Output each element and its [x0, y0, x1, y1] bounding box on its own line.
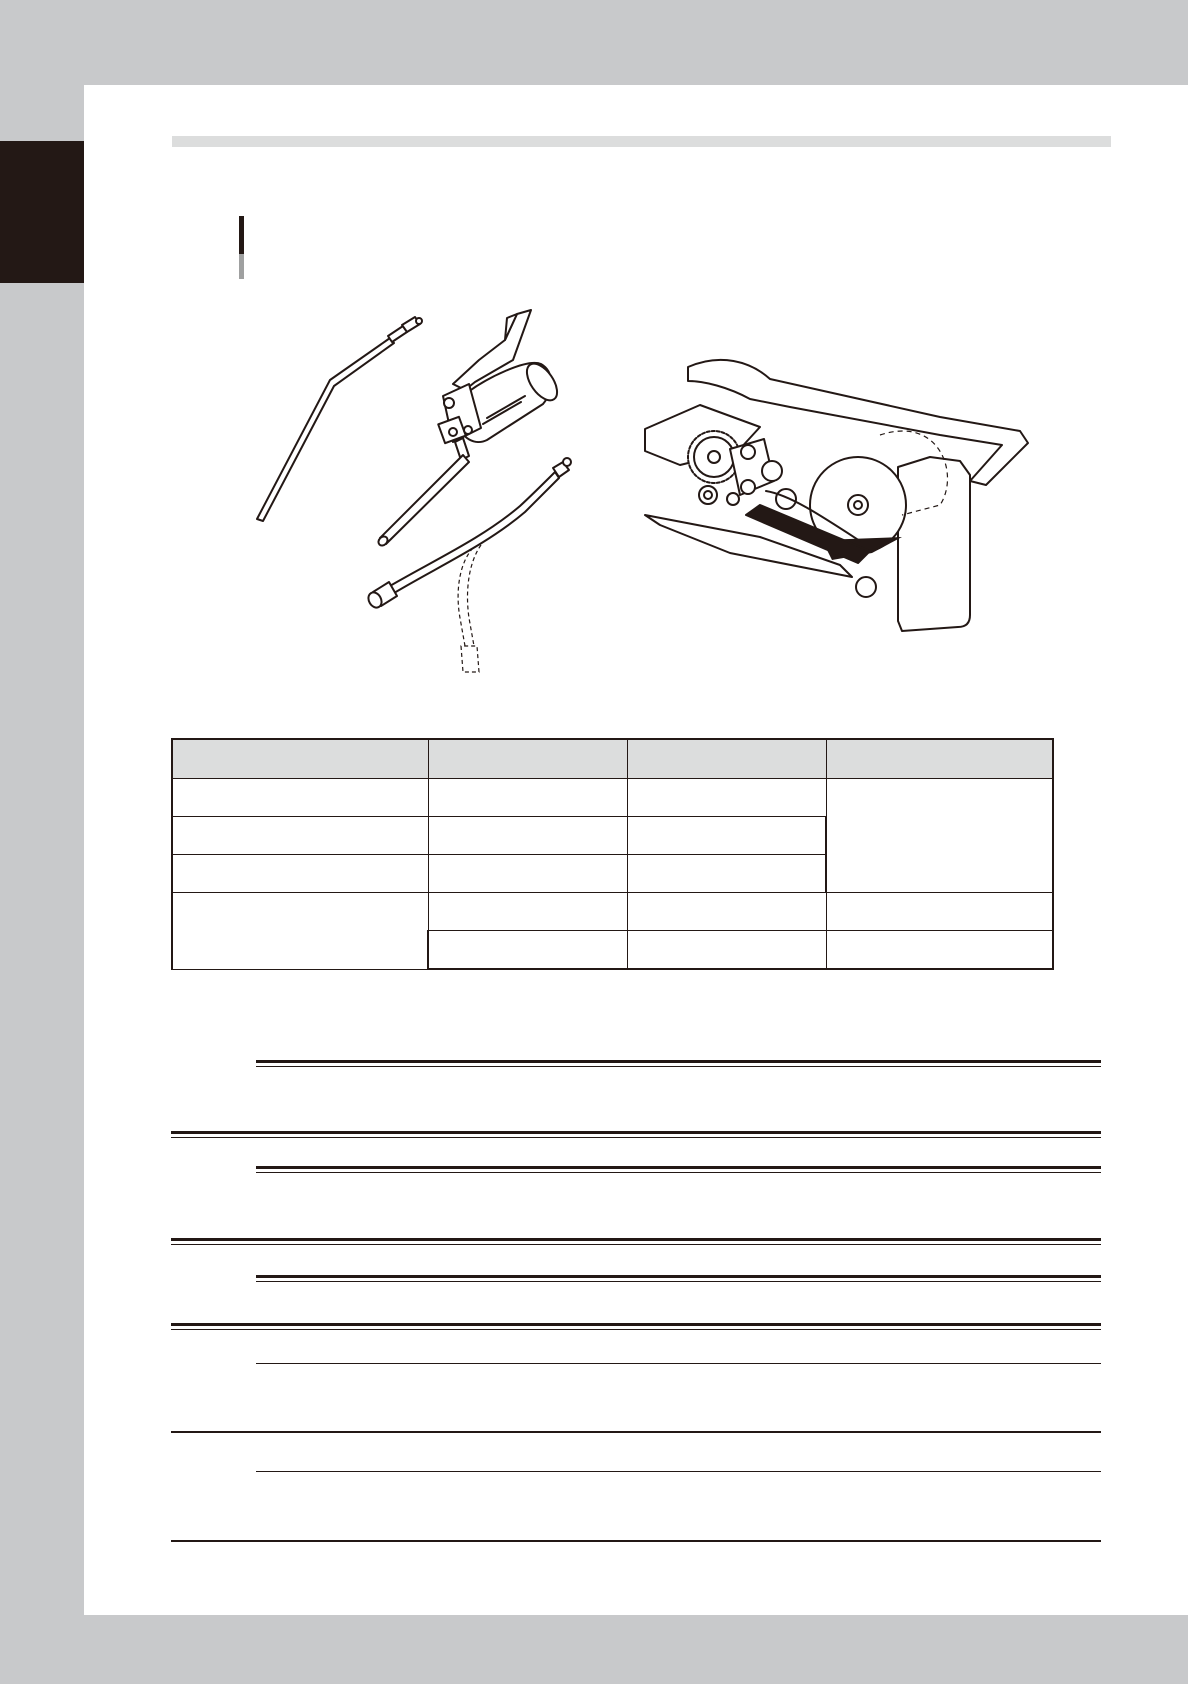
table-cell: [826, 931, 1053, 970]
item-divider: [171, 1323, 1101, 1326]
item-divider: [171, 1431, 1101, 1433]
table-cell: [428, 817, 627, 855]
table-cell: [428, 893, 627, 931]
table-header: [627, 739, 826, 779]
table-cell: [172, 855, 428, 893]
item-divider: [171, 1131, 1101, 1134]
table-cell: [428, 779, 627, 817]
table-header: [428, 739, 627, 779]
chapter-tab: [0, 141, 84, 283]
table-cell: [826, 779, 1053, 893]
item-rule: [256, 1166, 1101, 1169]
table-header: [826, 739, 1053, 779]
item-rule: [256, 1060, 1101, 1063]
table-cell: [627, 779, 826, 817]
table-cell: [428, 931, 627, 970]
item-rule: [256, 1363, 1101, 1364]
section-marker-accent: [239, 254, 244, 279]
table-header: [172, 739, 428, 779]
table-cell: [627, 893, 826, 931]
table-cell: [172, 893, 428, 970]
item-rule: [256, 1275, 1101, 1278]
table-header-row: [172, 739, 1053, 779]
table-cell: [172, 817, 428, 855]
item-rule: [256, 1471, 1101, 1472]
item-divider: [171, 1238, 1101, 1241]
table-cell: [172, 779, 428, 817]
mechanism-illustration: [640, 355, 1040, 635]
section-marker: [239, 216, 244, 254]
item-divider: [171, 1540, 1101, 1542]
table-cell: [428, 855, 627, 893]
table-row: [172, 893, 1053, 931]
table-cell: [627, 817, 826, 855]
specification-table: [171, 738, 1054, 970]
table-cell: [627, 931, 826, 970]
table-cell: [627, 855, 826, 893]
grease-gun-illustration: [255, 300, 605, 680]
table-cell: [826, 893, 1053, 931]
header-band: [172, 136, 1111, 147]
table-row: [172, 779, 1053, 817]
